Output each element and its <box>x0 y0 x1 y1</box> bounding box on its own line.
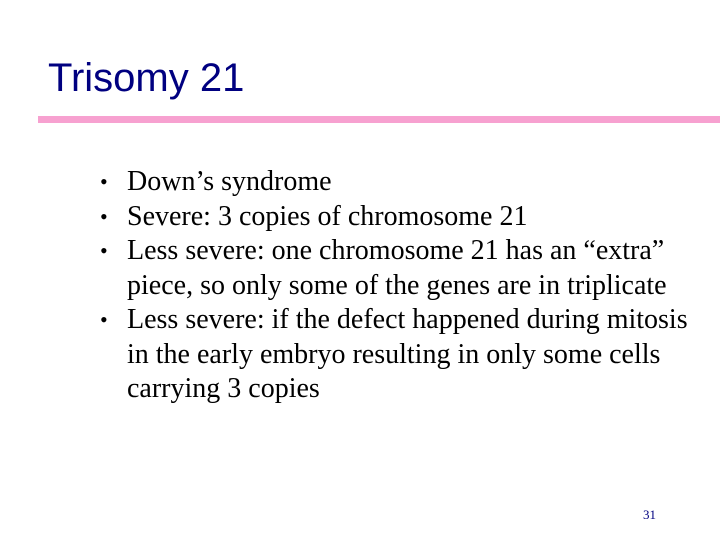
bullet-text: Less severe: if the defect happened during mitosis in the early embryo resulting in only some cells carrying 3 copies <box>127 304 688 404</box>
bullet-item <box>100 234 700 303</box>
bullet-list <box>100 165 700 407</box>
bullet-text: Less severe: one chromosome 21 has an “extra” piece, so only some of the genes are in triplicate <box>127 235 667 301</box>
bullet-text: Severe: 3 copies of chromosome 21 <box>127 200 528 232</box>
title-divider <box>38 116 720 123</box>
page-number: 31 <box>643 507 656 522</box>
bullet-icon: • <box>100 203 108 229</box>
bullet-icon: • <box>100 307 108 332</box>
bullet-item <box>100 200 700 235</box>
bullet-item <box>100 165 700 200</box>
bullet-item <box>100 303 700 407</box>
bullet-icon: • <box>100 169 108 194</box>
bullet-text: Down’s syndrome <box>127 166 332 197</box>
bullet-icon: • <box>100 238 108 263</box>
slide-title: Trisomy 21 <box>48 56 245 100</box>
